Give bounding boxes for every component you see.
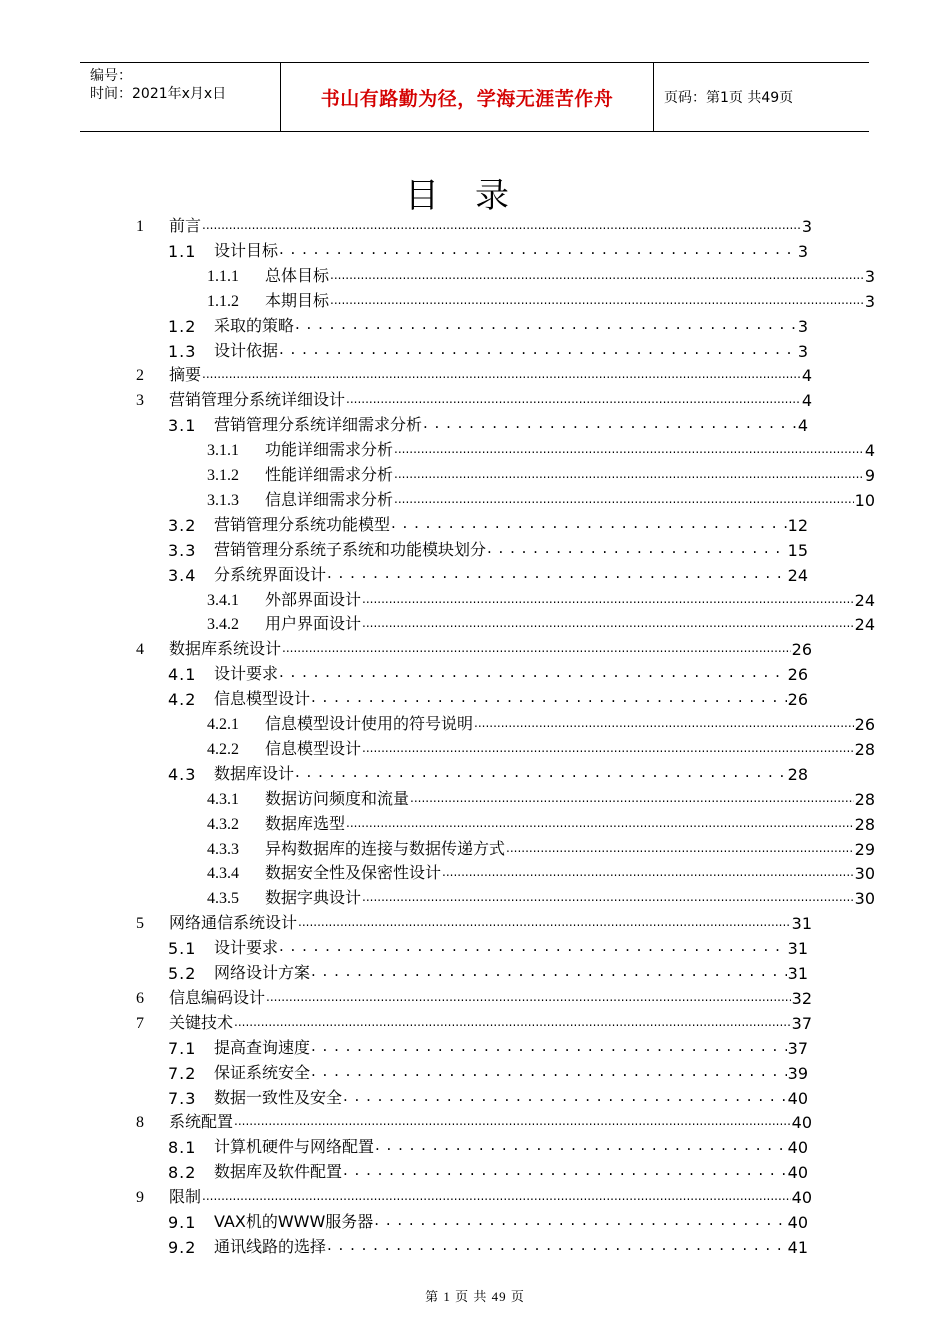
toc-entry[interactable] (168, 1233, 808, 1257)
toc-entry-page: 30 (854, 889, 875, 909)
toc-leader-dots (311, 687, 787, 706)
toc-entry-number: 4.3.3 (207, 840, 239, 858)
toc-entry-page: 24 (854, 615, 875, 635)
header-meta (90, 67, 280, 103)
toc-leader-dots (311, 961, 787, 980)
toc-entry-page: 37 (787, 1038, 808, 1058)
toc-entry[interactable] (168, 312, 808, 336)
toc-entry-number: 3.3 (168, 540, 197, 560)
toc-entry-page: 28 (854, 739, 875, 759)
toc-entry[interactable] (136, 635, 812, 659)
toc-entry-number: 4.2.2 (207, 740, 239, 758)
toc-entry-page: 3 (797, 241, 808, 261)
header-page-info: 页码：第1页 共49页 (664, 90, 794, 106)
toc-entry-page: 15 (787, 540, 808, 560)
toc-entry-page: 28 (854, 789, 875, 809)
toc-entry[interactable] (168, 1059, 808, 1083)
toc-leader-dots (343, 1160, 787, 1179)
toc-entry-title: 摘要 (169, 365, 202, 385)
toc-entry-page: 40 (787, 1138, 808, 1158)
toc-leader-dots (346, 812, 854, 831)
toc-entry-title: 数据字典设计 (265, 888, 362, 908)
toc-entry[interactable] (168, 1208, 808, 1232)
toc-entry-title: 营销管理分系统子系统和功能模块划分 (214, 539, 487, 559)
toc-entry-number: 4.2.1 (207, 716, 239, 733)
toc-entry-title: 数据库选型 (265, 813, 346, 833)
toc-leader-dots (346, 388, 801, 407)
toc-entry-title: 保证系统安全 (214, 1062, 311, 1082)
toc-entry-title: 性能详细需求分析 (265, 465, 394, 484)
toc-entry-title: 营销管理分系统功能模型 (214, 514, 391, 534)
toc-leader-dots (362, 886, 854, 905)
toc-entry-title: 分系统界面设计 (214, 564, 327, 584)
toc-entry-title: 限制 (169, 1187, 202, 1207)
toc-leader-dots (279, 339, 797, 358)
toc-entry-number: 9.1 (168, 1213, 197, 1232)
toc-entry-number: 4.3 (168, 764, 197, 784)
toc-entry-number: 4 (136, 641, 144, 659)
toc-leader-dots (282, 637, 791, 656)
toc-entry[interactable] (168, 536, 808, 560)
toc-entry-title: 网络通信系统设计 (169, 913, 298, 933)
toc-leader-dots (202, 1185, 791, 1204)
toc-leader-dots (311, 1036, 787, 1055)
toc-entry[interactable] (207, 287, 875, 311)
toc-entry-number: 7.3 (168, 1088, 197, 1108)
header-table (80, 62, 869, 132)
toc-entry[interactable] (207, 436, 875, 460)
toc-entry-page: 4 (801, 366, 812, 386)
toc-leader-dots (234, 1011, 791, 1030)
toc-leader-dots (330, 289, 864, 308)
toc-entry-page: 30 (854, 864, 875, 884)
toc-entry-number: 3.1.2 (207, 467, 239, 484)
toc-entry-title: 异构数据库的连接与数据传递方式 (265, 838, 506, 858)
toc-entry[interactable] (168, 411, 808, 435)
toc-leader-dots (362, 588, 854, 607)
toc-entry-title: 网络设计方案 (214, 963, 311, 982)
toc-entry-page: 40 (787, 1163, 808, 1183)
toc-leader-dots (330, 264, 864, 283)
toc-entry-page: 28 (854, 814, 875, 834)
toc-entry-number: 4.3.5 (207, 890, 239, 908)
toc-leader-dots (202, 363, 801, 382)
header-divider (653, 63, 654, 131)
toc-entry[interactable] (168, 1133, 808, 1157)
toc-entry[interactable] (136, 212, 812, 236)
toc-entry-number: 5 (136, 915, 144, 933)
toc-entry-number: 1.3 (168, 341, 197, 361)
toc-leader-dots (362, 737, 854, 756)
toc-entry-title: 提高查询速度 (214, 1037, 311, 1057)
toc-entry-title: 外部界面设计 (265, 589, 362, 609)
toc-entry[interactable] (136, 984, 812, 1008)
toc-entry[interactable] (136, 1108, 812, 1132)
toc-entry-page: 3 (797, 341, 808, 361)
toc-entry-title: 营销管理分系统详细需求分析 (214, 415, 423, 435)
toc-entry-page: 39 (787, 1063, 808, 1083)
toc-leader-dots (442, 861, 854, 880)
toc-leader-dots (311, 1061, 787, 1080)
toc-entry-page: 40 (787, 1088, 808, 1108)
toc-entry[interactable] (136, 1009, 812, 1033)
toc-entry-page: 3 (864, 291, 875, 311)
toc-title: 目录 (405, 176, 545, 216)
toc-entry-number: 7.1 (168, 1038, 197, 1058)
toc-entry-title: 数据库设计 (214, 763, 295, 783)
toc-entry-page: 10 (854, 490, 875, 510)
toc-entry[interactable] (207, 735, 875, 759)
toc-entry[interactable] (168, 959, 808, 983)
toc-entry-page: 3 (864, 266, 875, 286)
toc-entry-page: 4 (797, 416, 808, 436)
toc-leader-dots (234, 1110, 791, 1129)
toc-entry-number: 4.1 (168, 665, 197, 685)
toc-entry-page: 4 (801, 391, 812, 411)
toc-entry-number: 3 (136, 392, 144, 410)
toc-entry[interactable] (207, 262, 875, 286)
page-footer: 第 1 页 共 49 页 (425, 1289, 525, 1304)
toc-entry-title: 功能详细需求分析 (265, 440, 394, 460)
toc-entry-title: 总体目标 (265, 265, 330, 285)
toc-entry-number: 4.2 (168, 690, 197, 710)
toc-leader-dots (362, 612, 854, 631)
toc-entry-title: 设计依据 (214, 340, 279, 360)
toc-entry-number: 4.3.1 (207, 790, 239, 808)
toc-entry-number: 3.4.2 (207, 616, 239, 634)
toc-entry-number: 1.1 (168, 241, 197, 261)
toc-entry-page: 4 (864, 441, 875, 461)
toc-entry-page: 24 (787, 565, 808, 585)
toc-entry-number: 4.3.2 (207, 815, 239, 833)
toc-entry-number: 3.1 (168, 416, 197, 436)
toc-leader-dots (279, 662, 787, 681)
toc-entry-number: 3.4 (168, 565, 197, 585)
toc-leader-dots (266, 986, 791, 1005)
toc-entry[interactable] (136, 909, 812, 933)
toc-leader-dots (474, 712, 854, 731)
toc-entry-page: 24 (854, 590, 875, 610)
toc-entry-page: 41 (787, 1237, 808, 1257)
toc-entry-page: 31 (787, 964, 808, 983)
toc-entry-number: 7 (136, 1014, 144, 1032)
toc-entry-title: 系统配置 (169, 1112, 234, 1132)
toc-entry-page: 3 (797, 316, 808, 336)
toc-entry-title: 信息模型设计 (214, 689, 311, 709)
toc-entry[interactable] (168, 685, 808, 709)
toc-entry[interactable] (168, 1158, 808, 1182)
toc-leader-dots (295, 762, 787, 781)
toc-entry[interactable] (168, 237, 808, 261)
toc-leader-dots (202, 214, 801, 233)
toc-entry-number: 9 (136, 1189, 144, 1207)
toc-entry-page: 9 (864, 466, 875, 485)
toc-leader-dots (410, 787, 854, 806)
toc-entry-title: 设计要求 (214, 938, 279, 958)
toc-entry[interactable] (207, 710, 875, 734)
toc-leader-dots (506, 837, 854, 856)
document-number-label: 编号： (90, 68, 132, 84)
toc-entry-page: 26 (787, 665, 808, 685)
toc-entry-title: VAX机的WWW服务器 (214, 1212, 374, 1231)
toc-entry-page: 32 (791, 988, 812, 1008)
toc-entry-title: 数据一致性及安全 (214, 1087, 343, 1107)
toc-entry[interactable] (207, 461, 875, 485)
toc-entry[interactable] (168, 760, 808, 784)
toc-entry[interactable] (168, 660, 808, 684)
toc-entry-number: 1 (136, 218, 144, 235)
toc-entry-page: 28 (787, 764, 808, 784)
toc-leader-dots (298, 911, 791, 930)
toc-entry-title: 计算机硬件与网络配置 (214, 1137, 375, 1157)
header-motto: 书山有路勤为径，学海无涯苦作舟 (320, 87, 614, 110)
toc-entry-number: 3.1.3 (207, 491, 239, 509)
toc-leader-dots (343, 1086, 787, 1105)
toc-entry[interactable] (207, 785, 875, 809)
toc-entry-page: 37 (791, 1013, 812, 1033)
toc-entry[interactable] (168, 561, 808, 585)
toc-leader-dots (423, 413, 797, 432)
toc-entry[interactable] (207, 586, 875, 610)
toc-entry-title: 设计目标 (214, 240, 279, 260)
toc-entry[interactable] (207, 884, 875, 908)
toc-entry-page: 40 (787, 1213, 808, 1232)
toc-entry-title: 信息详细需求分析 (265, 489, 394, 509)
toc-leader-dots (375, 1135, 787, 1154)
toc-entry-page: 31 (787, 939, 808, 959)
toc-entry-title: 关键技术 (169, 1012, 234, 1032)
toc-entry[interactable] (207, 610, 875, 634)
toc-entry-page: 31 (791, 914, 812, 934)
toc-entry-number: 3.2 (168, 515, 197, 535)
toc-entry[interactable] (207, 835, 875, 859)
toc-entry[interactable] (136, 361, 812, 385)
toc-entry-title: 设计要求 (214, 664, 279, 684)
toc-entry-page: 26 (787, 690, 808, 710)
toc-entry[interactable] (168, 337, 808, 361)
toc-leader-dots (327, 563, 787, 582)
toc-leader-dots (279, 936, 787, 955)
toc-entry-number: 8.1 (168, 1138, 197, 1158)
toc-entry-number: 3.4.1 (207, 591, 239, 609)
toc-entry-title: 用户界面设计 (265, 614, 362, 634)
toc-entry[interactable] (168, 511, 808, 535)
toc-entry-page: 40 (791, 1113, 812, 1133)
toc-entry-number: 1.1.1 (207, 267, 239, 285)
toc-entry[interactable] (136, 1183, 812, 1207)
toc-leader-dots (394, 463, 864, 482)
toc-entry-number: 4.3.4 (207, 865, 239, 883)
toc-entry-number: 2 (136, 367, 144, 385)
toc-entry[interactable] (207, 486, 875, 510)
toc-leader-dots (279, 239, 797, 258)
toc-entry-title: 数据访问频度和流量 (265, 788, 410, 808)
toc-entry-page: 12 (787, 515, 808, 535)
toc-entry-title: 信息模型设计 (265, 738, 362, 758)
toc-entry-number: 6 (136, 989, 144, 1007)
toc-entry-number: 7.2 (168, 1063, 197, 1083)
toc-entry-title: 本期目标 (265, 290, 330, 310)
toc-entry-page: 40 (791, 1188, 812, 1208)
toc-leader-dots (394, 488, 854, 507)
toc-entry[interactable] (168, 934, 808, 958)
toc-entry-page: 3 (801, 217, 812, 236)
toc-entry-number: 1.1.2 (207, 292, 239, 310)
toc-entry-number: 8 (136, 1114, 144, 1132)
toc-entry-title: 数据库及软件配置 (214, 1162, 343, 1182)
toc-entry-title: 数据库系统设计 (169, 639, 282, 659)
toc-entry[interactable] (136, 386, 812, 410)
toc-entry-title: 营销管理分系统详细设计 (169, 390, 346, 410)
toc-leader-dots (487, 538, 787, 557)
toc-leader-dots (327, 1235, 787, 1254)
toc-entry-page: 29 (854, 839, 875, 859)
toc-entry-title: 前言 (169, 216, 202, 235)
toc-entry-title: 采取的策略 (214, 315, 295, 335)
toc-entry[interactable] (168, 1034, 808, 1058)
toc-entry-page: 26 (854, 715, 875, 734)
toc-entry[interactable] (207, 810, 875, 834)
toc-leader-dots (394, 438, 864, 457)
document-time: 时间：2021年x月x日 (90, 86, 227, 102)
toc-entry-title: 数据安全性及保密性设计 (265, 863, 442, 883)
toc-entry-number: 9.2 (168, 1237, 197, 1257)
toc-entry-number: 5.2 (168, 964, 197, 983)
toc-entry-title: 信息模型设计使用的符号说明 (265, 714, 474, 733)
toc-entry[interactable] (168, 1084, 808, 1108)
toc-entry-title: 信息编码设计 (169, 987, 266, 1007)
toc-leader-dots (295, 314, 797, 333)
toc-entry-number: 3.1.1 (207, 442, 239, 460)
toc-entry-page: 26 (791, 640, 812, 660)
toc-leader-dots (391, 513, 787, 532)
toc-entry-title: 通讯线路的选择 (214, 1236, 327, 1256)
toc-leader-dots (374, 1210, 786, 1229)
toc-entry-number: 1.2 (168, 316, 197, 336)
toc-entry-number: 8.2 (168, 1163, 197, 1183)
toc-entry[interactable] (207, 859, 875, 883)
toc-entry-number: 5.1 (168, 939, 197, 959)
